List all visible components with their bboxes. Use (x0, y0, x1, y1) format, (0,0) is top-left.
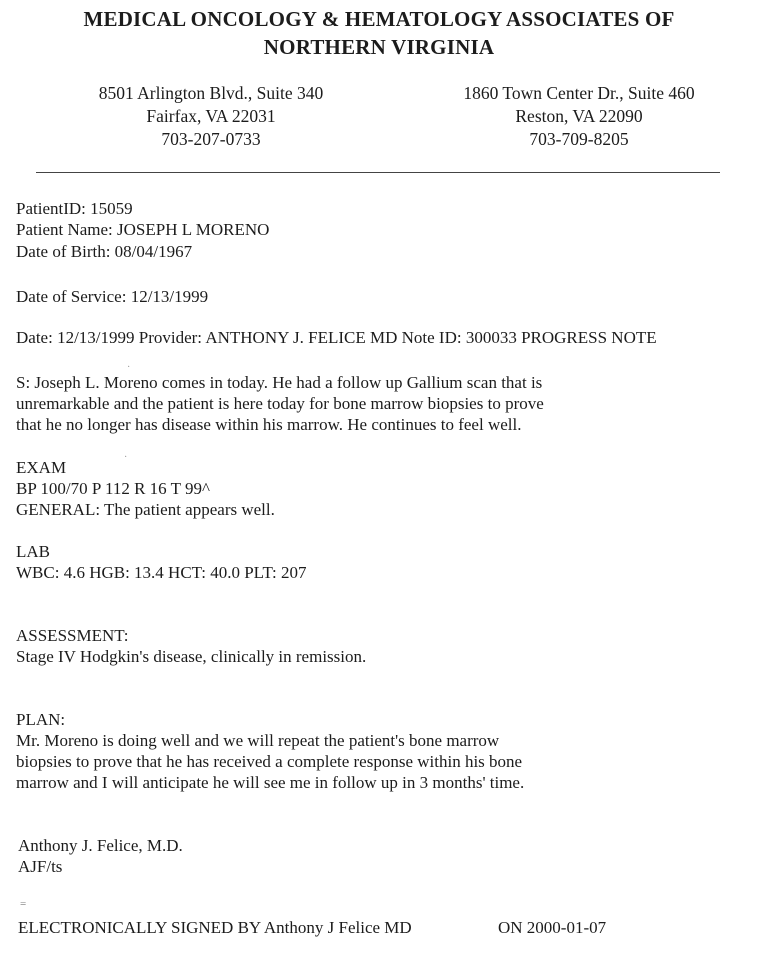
date-of-birth: Date of Birth: 08/04/1967 (16, 242, 193, 261)
scan-speck: · (127, 362, 131, 373)
right-office-city: Reston, VA 22090 (515, 106, 643, 126)
assessment-heading: ASSESSMENT: (16, 626, 129, 645)
plan-line: marrow and I will anticipate he will see me in follow up in 3 months' time. (16, 773, 525, 792)
plan-heading: PLAN: (16, 710, 66, 729)
assessment-text: Stage IV Hodgkin's disease, clinically in remission. (16, 647, 367, 666)
exam-heading: EXAM (16, 458, 67, 477)
separator-mark: = (20, 898, 27, 910)
subjective-line: that he no longer has disease within his marrow. He continues to feel well. (16, 415, 522, 434)
patient-name: Patient Name: JOSEPH L MORENO (16, 220, 270, 239)
practice-name-line1: MEDICAL ONCOLOGY & HEMATOLOGY ASSOCIATES OF (83, 7, 675, 31)
left-office-street: 8501 Arlington Blvd., Suite 340 (98, 83, 324, 103)
patient-id: PatientID: 15059 (16, 199, 133, 218)
scan-speck: · (124, 452, 128, 463)
signer-initials: AJF/ts (18, 857, 63, 876)
left-office-phone: 703-207-0733 (161, 129, 261, 149)
left-office-city: Fairfax, VA 22031 (146, 106, 276, 126)
plan-line: Mr. Moreno is doing well and we will repeat the patient's bone marrow (16, 731, 500, 750)
signed-date: ON 2000-01-07 (498, 918, 607, 937)
plan-line: biopsies to prove that he has received a complete response within his bone (16, 752, 523, 771)
subjective-line: S: Joseph L. Moreno comes in today. He had a follow up Gallium scan that is (16, 373, 543, 392)
exam-general: GENERAL: The patient appears well. (16, 500, 275, 519)
header-divider (36, 172, 720, 173)
right-office-street: 1860 Town Center Dr., Suite 460 (463, 83, 695, 103)
subjective-line: unremarkable and the patient is here today for bone marrow biopsies to prove (16, 394, 544, 413)
date-of-service: Date of Service: 12/13/1999 (16, 287, 209, 306)
note-header: Date: 12/13/1999 Provider: ANTHONY J. FELICE MD Note ID: 300033 PROGRESS NOTE (16, 328, 657, 347)
practice-name-line2: NORTHERN VIRGINIA (263, 35, 495, 59)
electronic-signature: ELECTRONICALLY SIGNED BY Anthony J Felice MD (18, 918, 412, 937)
right-office-phone: 703-709-8205 (529, 129, 629, 149)
lab-heading: LAB (16, 542, 50, 561)
signer-name: Anthony J. Felice, M.D. (18, 836, 183, 855)
exam-vitals: BP 100/70 P 112 R 16 T 99^ (16, 479, 210, 498)
lab-values: WBC: 4.6 HGB: 13.4 HCT: 40.0 PLT: 207 (16, 563, 307, 582)
